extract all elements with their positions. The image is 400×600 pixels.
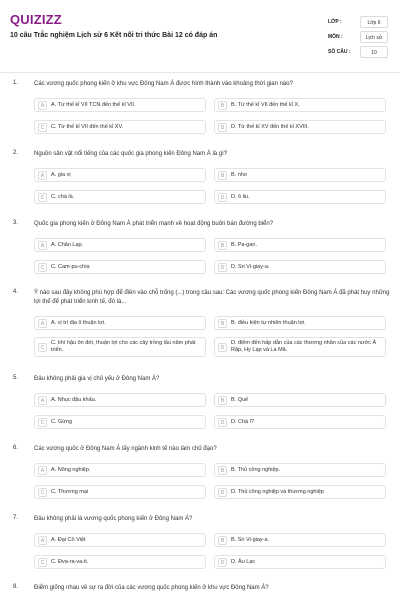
option-c[interactable]	[34, 190, 206, 204]
option-letter: A	[38, 171, 47, 180]
option-a[interactable]	[34, 168, 206, 182]
question-text: Đâu không phải gia vị chủ yếu ở Đông Nam Á?	[34, 376, 160, 382]
question-number: 3.	[13, 220, 19, 226]
option-text: D. Thủ công nghiệp và thương nghiệp	[231, 489, 324, 495]
option-letter: A	[38, 319, 47, 328]
option-letter: B	[218, 536, 227, 545]
option-c[interactable]	[34, 337, 206, 357]
option-c[interactable]	[34, 555, 206, 569]
option-c[interactable]	[34, 120, 206, 134]
meta-class-value: Lớp 6	[360, 16, 388, 28]
option-letter: C	[38, 343, 47, 352]
option-text: C. chà là.	[51, 194, 75, 200]
option-text: D. Sri Vi-giay-a.	[231, 264, 270, 270]
option-letter: C	[38, 488, 47, 497]
option-c[interactable]	[34, 260, 206, 274]
question-number: 7.	[13, 515, 19, 521]
option-letter: C	[38, 263, 47, 272]
option-letter: D	[218, 488, 227, 497]
option-d[interactable]	[214, 120, 386, 134]
meta-subject-value: Lịch sử	[360, 31, 388, 43]
option-letter: D	[218, 263, 227, 272]
option-text: A. vị trí địa lí thuận lợi.	[51, 320, 106, 326]
option-b[interactable]	[214, 463, 386, 477]
option-text: C. khí hậu ôn đới, thuận lợi cho các cây trồng lâu năm phát triển.	[51, 340, 196, 353]
option-letter: D	[218, 343, 227, 352]
option-b[interactable]	[214, 238, 386, 252]
option-a[interactable]	[34, 98, 206, 112]
question-text: Đâu không phải là vương quốc phong kiến ở Đông Nam Á?	[34, 516, 193, 522]
option-text: A. Nhục đậu khấu.	[51, 397, 97, 403]
option-text: B. điều kiện tự nhiên thuận lợi.	[231, 320, 306, 326]
option-text: D. ô liu.	[231, 194, 250, 200]
option-letter: B	[218, 319, 227, 328]
option-b[interactable]	[214, 316, 386, 330]
option-text: D. điểm đến hấp dẫn của các thương nhân của các nước Ả Rập, Hy Lạp và La Mã.	[231, 340, 377, 353]
option-letter: C	[38, 123, 47, 132]
meta-count-value: 10	[360, 46, 388, 58]
question-number: 5.	[13, 375, 19, 381]
option-c[interactable]	[34, 485, 206, 499]
option-text: B. Quế	[231, 397, 249, 403]
option-letter: D	[218, 123, 227, 132]
meta-class	[324, 16, 390, 29]
meta-subject	[324, 31, 390, 44]
question-text: Các vương quốc phong kiến ở khu vực Đông Nam Á được hình thành vào khoảng thời gian nào?	[34, 81, 293, 87]
option-b[interactable]	[214, 393, 386, 407]
option-text: D. Từ thế kỉ XV đến thế kỉ XVIII.	[231, 124, 309, 130]
option-letter: A	[38, 396, 47, 405]
meta-subject-label: MÔN :	[328, 34, 343, 40]
option-letter: C	[38, 558, 47, 567]
option-letter: D	[218, 418, 227, 427]
option-letter: D	[218, 193, 227, 202]
option-text: B. Thủ công nghiệp.	[231, 467, 281, 473]
option-a[interactable]	[34, 533, 206, 547]
option-text: B. Pa-gan.	[231, 242, 257, 248]
option-c[interactable]	[34, 415, 206, 429]
page-title: 10 câu Trắc nghiệm Lịch sử 6 Kết nối tri thức Bài 12 có đáp án	[10, 32, 218, 39]
option-d[interactable]	[214, 337, 386, 357]
page-header	[0, 0, 400, 73]
option-b[interactable]	[214, 98, 386, 112]
option-letter: B	[218, 101, 227, 110]
question-text: Các vương quốc ở Đông Nam Á lấy ngành kinh tế nào làm chủ đạo?	[34, 446, 217, 452]
option-d[interactable]	[214, 555, 386, 569]
option-text: A. gia vị	[51, 172, 71, 178]
option-a[interactable]	[34, 238, 206, 252]
option-text: C. Gừng	[51, 419, 73, 425]
option-text: B. Sri Vi-giay-a.	[231, 537, 270, 543]
option-letter: A	[38, 101, 47, 110]
option-text: A. Chân Lạp.	[51, 242, 84, 248]
question-number: 1.	[13, 80, 19, 86]
option-letter: B	[218, 241, 227, 250]
option-text: C. Đva-ra-va-ti.	[51, 559, 89, 565]
option-letter: B	[218, 396, 227, 405]
option-a[interactable]	[34, 316, 206, 330]
question-text: Điểm giống nhau về sự ra đời của các vương quốc phong kiến ở khu vực Đông Nam Á?	[34, 585, 269, 591]
option-letter: A	[38, 466, 47, 475]
option-b[interactable]	[214, 168, 386, 182]
option-text: C. Từ thế kỉ VII đến thế kỉ XV.	[51, 124, 124, 130]
option-text: A. Từ thế kỉ VII TCN đến thế kỉ VII.	[51, 102, 136, 108]
meta-class-label: LỚP :	[328, 19, 342, 25]
question-text: Ý nào sau đây không phù hợp để điền vào chỗ trống (...) trong câu sau: Các vương quốc phong kiến Đông Nam Á đã phát huy những lợi thế để phát triển kinh tế, đó là...	[34, 290, 390, 305]
option-letter: B	[218, 171, 227, 180]
option-letter: A	[38, 241, 47, 250]
option-d[interactable]	[214, 415, 386, 429]
option-letter: D	[218, 558, 227, 567]
option-d[interactable]	[214, 260, 386, 274]
question-number: 6.	[13, 445, 19, 451]
question-number: 4.	[13, 289, 19, 295]
option-letter: B	[218, 466, 227, 475]
option-text: D. Chà l?	[231, 419, 254, 425]
question-text: Nguồn sản vật nổi tiếng của các quốc gia phong kiến Đông Nam Á là gì?	[34, 151, 228, 157]
option-text: C. Cam-pu-chia	[51, 264, 90, 270]
question-text: Quốc gia phong kiến ở Đông Nam Á phát triển mạnh về hoạt động buôn bán đường biển?	[34, 221, 274, 227]
quizizz-logo[interactable]: QUIZIZZ	[10, 12, 62, 27]
option-text: D. Âu Lạc	[231, 559, 256, 565]
option-letter: C	[38, 418, 47, 427]
option-a[interactable]	[34, 393, 206, 407]
option-text: B. Từ thế kỉ VII đến thế kỉ X.	[231, 102, 300, 108]
meta-count-label: SỐ CÂU :	[328, 49, 351, 55]
option-text: B. nho	[231, 172, 247, 178]
meta-count	[324, 46, 390, 59]
option-letter: C	[38, 193, 47, 202]
option-text: A. Đại Cồ Việt	[51, 537, 86, 543]
option-text: A. Nông nghiệp.	[51, 467, 91, 473]
option-text: C. Thương mại	[51, 489, 89, 495]
question-number: 8.	[13, 584, 19, 590]
option-d[interactable]	[214, 190, 386, 204]
question-number: 2.	[13, 150, 19, 156]
option-b[interactable]	[214, 533, 386, 547]
option-letter: A	[38, 536, 47, 545]
option-a[interactable]	[34, 463, 206, 477]
option-d[interactable]	[214, 485, 386, 499]
